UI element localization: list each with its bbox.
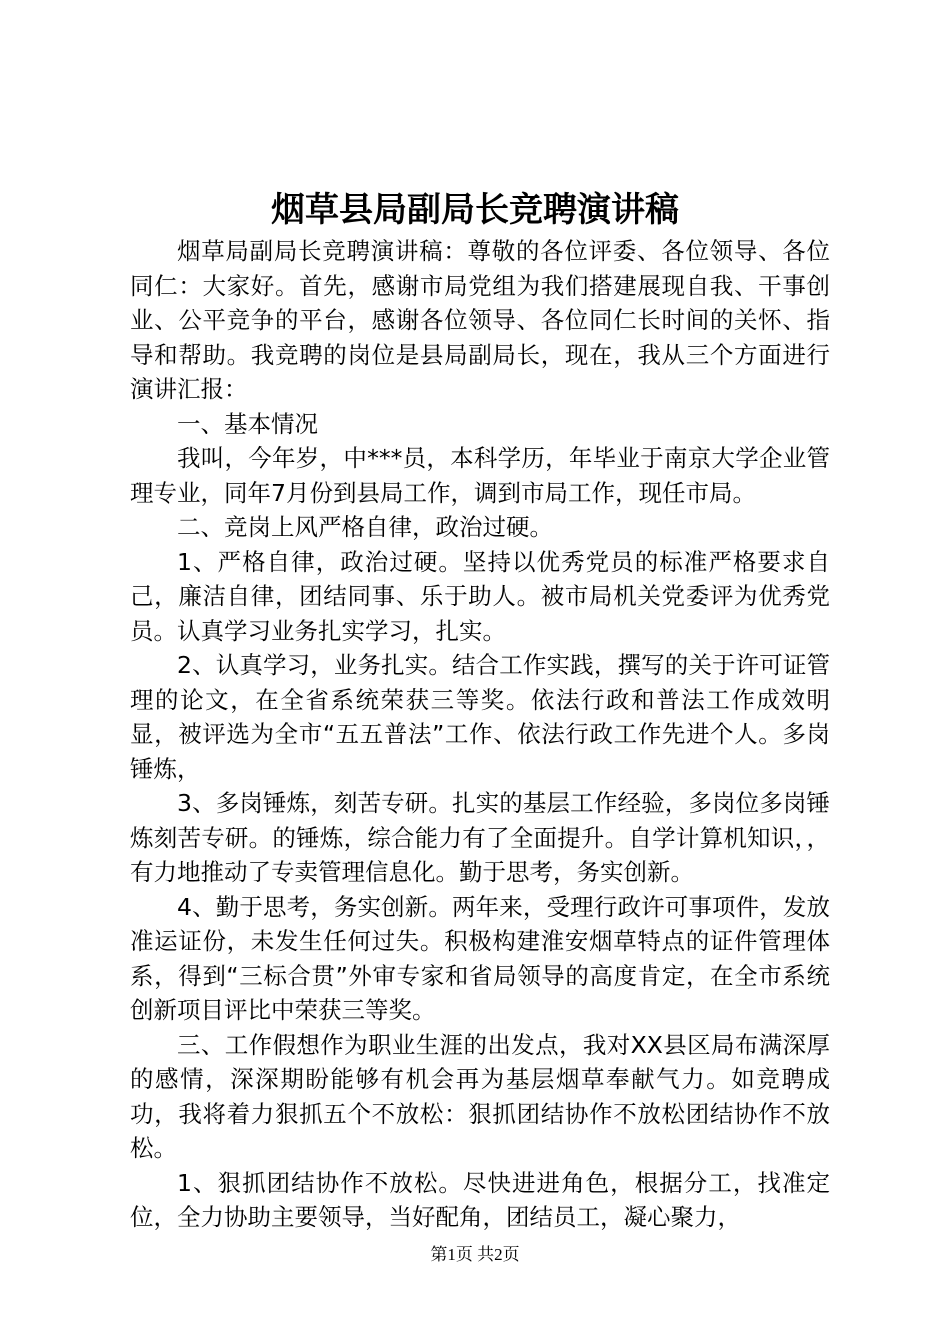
paragraph-section-2-heading: 二、竞岗上风严格自律，政治过硬。 <box>177 513 553 541</box>
paragraph-item-2: 2、认真学习，业务扎实。结合工作实践，撰写的关于许可证管理的论文，在全省系统荣获三等奖。依法行政和普法工作成效明显，被评选为全市“五五普法”工作、依法行政工作先进个人。多岗锤炼， <box>130 651 830 783</box>
paragraph-item-4: 4、勤于思考，务实创新。两年来，受理行政许可事项件，发放准运证份，未发生任何过失。积极构建淮安烟草特点的证件管理体系，得到“三标合贯”外审专家和省局领导的高度肯定，在全市系统创新项目评比中荣获三等奖。 <box>130 892 830 1024</box>
paragraph-basic-info: 我叫，今年岁，中***员，本科学历，年毕业于南京大学企业管理专业，同年7月份到县局工作，调到市局工作，现任市局。 <box>130 444 830 507</box>
paragraph-section-1-heading: 一、基本情况 <box>177 409 318 438</box>
page-footer <box>0 1244 950 1266</box>
paragraph-intro: 烟草局副局长竞聘演讲稿：尊敬的各位评委、各位领导、各位同仁：大家好。首先，感谢市局党组为我们搭建展现自我、干事创业、公平竞争的平台，感谢各位领导、各位同仁长时间的关怀、指导和帮助。我竞聘的岗位是县局副局长，现在，我从三个方面进行演讲汇报： <box>130 237 830 403</box>
paragraph-item-1: 1、严格自律，政治过硬。坚持以优秀党员的标准严格要求自己，廉洁自律，团结同事、乐于助人。被市局机关党委评为优秀党员。认真学习业务扎实学习，扎实。 <box>130 547 830 645</box>
document-body <box>130 234 830 1235</box>
document-title: 烟草县局副局长竞聘演讲稿 <box>271 190 679 230</box>
paragraph-section-3: 三、工作假想作为职业生涯的出发点，我对XX县区局布满深厚的感情，深深期盼能够有机会再为基层烟草奉献气力。如竞聘成功，我将着力狠抓五个不放松：狠抓团结协作不放松团结协作不放松。 <box>130 1030 830 1162</box>
paragraph-section-3-item-1: 1、狠抓团结协作不放松。尽快进进角色，根据分工，找准定位，全力协助主要领导，当好配角，团结员工，凝心聚力， <box>130 1168 830 1231</box>
page-indicator: 第1页 共2页 <box>430 1245 520 1264</box>
paragraph-item-3: 3、多岗锤炼，刻苦专研。扎实的基层工作经验，多岗位多岗锤炼刻苦专研。的锤炼，综合能力有了全面提升。自学计算机知识，，有力地推动了专卖管理信息化。勤于思考，务实创新。 <box>130 789 830 886</box>
